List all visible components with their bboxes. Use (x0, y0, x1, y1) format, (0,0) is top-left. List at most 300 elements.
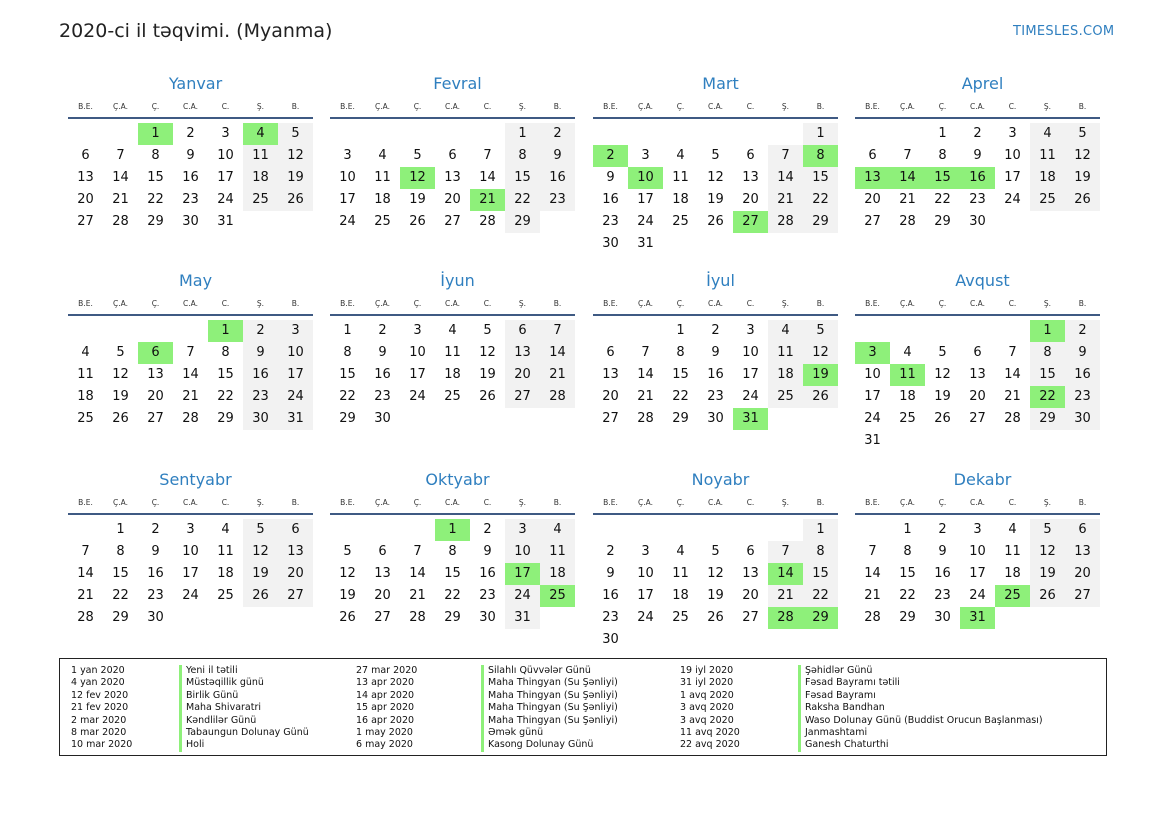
weekday-label: Ç. (676, 102, 685, 111)
legend-holiday-name: Maha Shivaratri (186, 702, 262, 714)
legend-names-col (798, 665, 1043, 752)
day-cell: 27 (374, 610, 391, 625)
holiday-day-cell: 8 (803, 145, 838, 167)
day-cell: 22 (803, 189, 838, 211)
day-cell: 31 (864, 433, 881, 448)
holiday-day-cell: 1 (1030, 320, 1065, 342)
day-cell: 8 (903, 544, 912, 559)
month-name: Fevral (433, 74, 482, 93)
day-cell: 7 (413, 544, 422, 559)
day-cell: 10 (217, 148, 234, 163)
day-cell: 18 (672, 192, 689, 207)
day-cell: 15 (444, 566, 461, 581)
month-1 (68, 73, 313, 259)
day-cell: 11 (672, 566, 689, 581)
weekday-label: B. (816, 498, 825, 507)
legend-holiday-name: Ganesh Chaturthi (805, 739, 889, 751)
day-cell: 2 (186, 126, 195, 141)
weekday-label: B.E. (78, 102, 93, 111)
day-cell: 18 (374, 192, 391, 207)
legend-date: 27 mar 2020 (356, 665, 418, 676)
weekday-label: B.E. (603, 102, 618, 111)
day-cell: 9 (483, 544, 492, 559)
month-12 (855, 469, 1100, 655)
legend-date: 31 iyl 2020 (680, 677, 734, 689)
day-cell: 27 (505, 386, 540, 408)
legend-names-col (481, 665, 618, 752)
day-cell: 20 (602, 389, 619, 404)
day-cell: 21 (112, 192, 129, 207)
day-cell: 30 (1065, 408, 1100, 430)
day-cell: 20 (742, 192, 759, 207)
day-cell: 27 (742, 610, 759, 625)
day-cell: 28 (899, 214, 916, 229)
legend-date: 1 avq 2020 (680, 689, 734, 701)
weekday-label: Ç.A. (374, 102, 390, 111)
day-cell: 26 (707, 610, 724, 625)
day-grid (330, 119, 575, 259)
day-cell: 24 (505, 585, 540, 607)
day-cell: 16 (707, 367, 724, 382)
day-cell: 8 (448, 544, 457, 559)
holiday-day-cell: 19 (803, 364, 838, 386)
day-cell: 19 (339, 588, 356, 603)
weekday-label: C.A. (444, 102, 460, 111)
day-cell: 20 (374, 588, 391, 603)
day-cell: 25 (217, 588, 234, 603)
day-cell: 24 (637, 610, 654, 625)
weekday-header (593, 496, 838, 510)
day-cell: 9 (1065, 342, 1100, 364)
day-cell: 2 (378, 323, 387, 338)
day-cell: 28 (77, 610, 94, 625)
day-cell: 17 (339, 192, 356, 207)
legend-date: 15 apr 2020 (356, 702, 415, 714)
day-cell: 22 (147, 192, 164, 207)
day-grid (330, 316, 575, 456)
day-cell: 13 (505, 342, 540, 364)
day-cell: 8 (151, 148, 160, 163)
legend-holiday-name: Müstəqillik günü (186, 677, 264, 689)
day-cell: 10 (969, 544, 986, 559)
holiday-day-cell: 27 (733, 211, 768, 233)
day-cell: 23 (969, 192, 986, 207)
day-cell: 3 (505, 519, 540, 541)
day-cell: 29 (803, 211, 838, 233)
day-cell: 29 (444, 610, 461, 625)
weekday-label: C. (1008, 498, 1017, 507)
day-cell: 9 (938, 544, 947, 559)
day-cell: 23 (479, 588, 496, 603)
day-cell: 18 (768, 364, 803, 386)
month-11 (593, 469, 838, 655)
day-cell: 10 (864, 367, 881, 382)
weekday-label: Ç.A. (899, 102, 915, 111)
day-cell: 20 (278, 563, 313, 585)
day-cell: 16 (182, 170, 199, 185)
day-cell: 15 (339, 367, 356, 382)
day-cell: 6 (81, 148, 90, 163)
day-cell: 2 (483, 522, 492, 537)
day-cell: 21 (1004, 389, 1021, 404)
weekday-label: C.A. (707, 498, 723, 507)
weekday-header (855, 297, 1100, 311)
day-cell: 9 (973, 148, 982, 163)
day-cell: 12 (707, 170, 724, 185)
legend-date: 12 fev 2020 (71, 689, 129, 701)
day-cell: 14 (77, 566, 94, 581)
day-cell: 30 (602, 632, 619, 647)
weekday-label: Ç. (938, 299, 947, 308)
day-cell: 4 (676, 544, 685, 559)
day-cell: 30 (479, 610, 496, 625)
day-cell: 31 (278, 408, 313, 430)
day-cell: 23 (243, 386, 278, 408)
weekday-header (68, 100, 313, 114)
day-cell: 12 (243, 541, 278, 563)
day-cell: 4 (378, 148, 387, 163)
day-cell: 19 (1030, 563, 1065, 585)
day-cell: 6 (746, 148, 755, 163)
day-cell: 4 (81, 345, 90, 360)
day-cell: 27 (147, 411, 164, 426)
month-name: İyun (440, 271, 475, 290)
day-cell: 7 (768, 145, 803, 167)
day-cell: 6 (973, 345, 982, 360)
holiday-day-cell: 1 (208, 320, 243, 342)
weekday-label: B. (291, 102, 300, 111)
weekday-label: B.E. (78, 498, 93, 507)
day-cell: 16 (1065, 364, 1100, 386)
day-cell: 12 (934, 367, 951, 382)
weekday-label: Ş. (518, 498, 527, 507)
day-cell: 1 (803, 123, 838, 145)
day-cell: 24 (742, 389, 759, 404)
holiday-day-cell: 25 (995, 585, 1030, 607)
weekday-label: B.E. (865, 299, 880, 308)
weekday-label: B. (291, 498, 300, 507)
day-cell: 11 (768, 342, 803, 364)
legend-holiday-name: Waso Dolunay Günü (Buddist Orucun Başlanması) (805, 714, 1043, 726)
day-cell: 14 (409, 566, 426, 581)
weekday-label: C.A. (969, 102, 985, 111)
legend-holiday-name: Kasong Dolunay Günü (488, 739, 594, 751)
day-grid (330, 515, 575, 655)
day-cell: 8 (505, 145, 540, 167)
legend-dates-col (680, 665, 740, 752)
legend-holiday-name: Şəhidlər Günü (805, 665, 873, 676)
day-cell: 30 (182, 214, 199, 229)
weekday-label: Ş. (256, 498, 265, 507)
weekday-label: Ş. (518, 102, 527, 111)
day-cell: 7 (1008, 345, 1017, 360)
day-cell: 23 (934, 588, 951, 603)
month-name: İyul (706, 271, 735, 290)
month-name: Yanvar (168, 74, 223, 93)
weekday-label: Ş. (781, 102, 790, 111)
weekday-label: Ç. (676, 498, 685, 507)
legend-date: 21 fev 2020 (71, 702, 129, 714)
day-cell: 21 (540, 364, 575, 386)
day-cell: 11 (77, 367, 94, 382)
day-cell: 12 (479, 345, 496, 360)
day-cell: 23 (374, 389, 391, 404)
weekday-label: B.E. (340, 299, 355, 308)
day-cell: 13 (602, 367, 619, 382)
day-cell: 16 (147, 566, 164, 581)
day-cell: 18 (540, 563, 575, 585)
day-cell: 23 (182, 192, 199, 207)
day-cell: 12 (1030, 541, 1065, 563)
month-2 (330, 73, 575, 259)
day-cell: 31 (505, 607, 540, 629)
day-cell: 16 (602, 588, 619, 603)
day-cell: 16 (934, 566, 951, 581)
day-cell: 18 (672, 588, 689, 603)
day-cell: 28 (540, 386, 575, 408)
weekday-label: Ç.A. (112, 102, 128, 111)
day-cell: 18 (444, 367, 461, 382)
day-cell: 21 (864, 588, 881, 603)
day-cell: 7 (903, 148, 912, 163)
weekday-label: C. (483, 299, 492, 308)
weekday-label: Ş. (1043, 299, 1052, 308)
day-cell: 24 (339, 214, 356, 229)
day-grid (68, 515, 313, 655)
weekday-label: Ç.A. (637, 102, 653, 111)
weekday-label: B.E. (603, 498, 618, 507)
brand-link[interactable]: TIMESLES.COM (1013, 24, 1115, 39)
day-cell: 4 (903, 345, 912, 360)
day-cell: 5 (278, 123, 313, 145)
legend-holiday-name: Kəndlilər Günü (186, 714, 257, 726)
day-cell: 2 (938, 522, 947, 537)
month-5 (68, 270, 313, 456)
day-cell: 24 (637, 214, 654, 229)
day-cell: 17 (409, 367, 426, 382)
legend-names-col (179, 665, 309, 752)
month-name: May (178, 271, 213, 290)
day-cell: 22 (217, 389, 234, 404)
day-cell: 19 (707, 192, 724, 207)
day-cell: 12 (1065, 145, 1100, 167)
weekday-label: B. (553, 102, 562, 111)
weekday-label: C. (1008, 102, 1017, 111)
day-cell: 11 (444, 345, 461, 360)
legend-holiday-name: Maha Thingyan (Su Şənliyi) (488, 689, 618, 701)
day-cell: 8 (938, 148, 947, 163)
weekday-label: Ç.A. (899, 299, 915, 308)
day-cell: 28 (409, 610, 426, 625)
day-cell: 7 (186, 345, 195, 360)
weekday-label: Ç. (151, 102, 160, 111)
legend-date: 4 yan 2020 (71, 677, 125, 689)
weekday-label: Ş. (518, 299, 527, 308)
legend-date: 2 mar 2020 (71, 714, 127, 726)
day-cell: 15 (505, 167, 540, 189)
day-grid (593, 515, 838, 655)
day-grid (68, 119, 313, 259)
day-cell: 8 (803, 541, 838, 563)
day-cell: 26 (479, 389, 496, 404)
day-cell: 13 (77, 170, 94, 185)
day-cell: 22 (672, 389, 689, 404)
legend-dates-col (71, 665, 132, 752)
legend-holiday-name: Fəsad Bayramı tətili (805, 677, 900, 689)
day-cell: 17 (182, 566, 199, 581)
weekday-header (855, 100, 1100, 114)
legend-date: 1 may 2020 (356, 726, 413, 738)
day-cell: 13 (742, 566, 759, 581)
weekday-label: Ç. (151, 498, 160, 507)
day-cell: 3 (413, 323, 422, 338)
weekday-label: C. (746, 102, 755, 111)
holiday-day-cell: 21 (470, 189, 505, 211)
day-cell: 22 (339, 389, 356, 404)
day-cell: 15 (899, 566, 916, 581)
day-cell: 6 (378, 544, 387, 559)
weekday-label: Ç.A. (637, 299, 653, 308)
day-cell: 24 (864, 411, 881, 426)
day-cell: 24 (278, 386, 313, 408)
day-cell: 25 (243, 189, 278, 211)
weekday-label: B. (1078, 498, 1087, 507)
day-cell: 26 (409, 214, 426, 229)
weekday-label: Ç. (413, 102, 422, 111)
day-cell: 28 (768, 211, 803, 233)
holiday-day-cell: 22 (1030, 386, 1065, 408)
day-cell: 18 (217, 566, 234, 581)
weekday-label: C.A. (444, 498, 460, 507)
day-cell: 11 (243, 145, 278, 167)
day-cell: 12 (707, 566, 724, 581)
weekday-label: Ç.A. (374, 498, 390, 507)
weekday-label: Ç.A. (112, 498, 128, 507)
day-cell: 26 (1065, 189, 1100, 211)
day-cell: 6 (868, 148, 877, 163)
day-cell: 16 (374, 367, 391, 382)
weekday-label: C.A. (707, 102, 723, 111)
day-cell: 11 (217, 544, 234, 559)
day-cell: 10 (637, 566, 654, 581)
month-4 (855, 73, 1100, 259)
day-cell: 8 (221, 345, 230, 360)
weekday-label: C. (746, 299, 755, 308)
day-cell: 16 (602, 192, 619, 207)
day-cell: 19 (707, 588, 724, 603)
day-cell: 21 (768, 585, 803, 607)
day-cell: 6 (505, 320, 540, 342)
day-cell: 30 (969, 214, 986, 229)
legend-date: 6 may 2020 (356, 739, 413, 751)
weekday-label: C.A. (707, 299, 723, 308)
day-cell: 3 (221, 126, 230, 141)
day-cell: 29 (672, 411, 689, 426)
day-cell: 15 (147, 170, 164, 185)
day-cell: 20 (147, 389, 164, 404)
weekday-label: Ç. (413, 498, 422, 507)
weekday-label: Ş. (1043, 102, 1052, 111)
weekday-label: B.E. (340, 498, 355, 507)
day-cell: 22 (934, 192, 951, 207)
day-cell: 25 (444, 389, 461, 404)
day-cell: 22 (803, 585, 838, 607)
day-cell: 11 (672, 170, 689, 185)
day-cell: 12 (112, 367, 129, 382)
day-cell: 21 (409, 588, 426, 603)
weekday-label: C. (221, 102, 230, 111)
legend-dates-col (356, 665, 417, 752)
day-cell: 3 (641, 544, 650, 559)
day-cell: 1 (676, 323, 685, 338)
legend-holiday-name: Raksha Bandhan (805, 702, 885, 714)
day-cell: 20 (444, 192, 461, 207)
day-cell: 7 (868, 544, 877, 559)
legend-holiday-name: Maha Thingyan (Su Şənliyi) (488, 677, 618, 689)
day-cell: 20 (742, 588, 759, 603)
legend-date: 19 iyl 2020 (680, 665, 734, 676)
weekday-label: C.A. (444, 299, 460, 308)
day-cell: 19 (1065, 167, 1100, 189)
day-cell: 7 (641, 345, 650, 360)
day-cell: 9 (378, 345, 387, 360)
holiday-day-cell: 16 (960, 167, 995, 189)
weekday-label: B.E. (865, 498, 880, 507)
day-cell: 30 (934, 610, 951, 625)
day-cell: 10 (505, 541, 540, 563)
day-cell: 25 (672, 214, 689, 229)
weekday-label: B.E. (340, 102, 355, 111)
day-cell: 15 (1030, 364, 1065, 386)
day-cell: 5 (1030, 519, 1065, 541)
day-cell: 23 (707, 389, 724, 404)
weekday-label: B. (553, 498, 562, 507)
legend-date: 8 mar 2020 (71, 726, 127, 738)
day-cell: 10 (742, 345, 759, 360)
day-cell: 17 (864, 389, 881, 404)
day-cell: 5 (116, 345, 125, 360)
day-cell: 29 (1030, 408, 1065, 430)
day-cell: 13 (374, 566, 391, 581)
weekday-label: Ç. (938, 498, 947, 507)
day-cell: 26 (278, 189, 313, 211)
day-cell: 29 (505, 211, 540, 233)
weekday-label: C. (483, 102, 492, 111)
day-cell: 26 (339, 610, 356, 625)
holiday-day-cell: 17 (505, 563, 540, 585)
day-cell: 9 (540, 145, 575, 167)
weekday-label: B. (816, 299, 825, 308)
day-cell: 3 (343, 148, 352, 163)
weekday-header (330, 100, 575, 114)
day-cell: 5 (803, 320, 838, 342)
day-cell: 22 (444, 588, 461, 603)
day-cell: 15 (803, 167, 838, 189)
day-cell: 28 (1004, 411, 1021, 426)
page-title: 2020-ci il təqvimi. (Myanma) (59, 20, 333, 42)
weekday-label: C.A. (182, 102, 198, 111)
month-10 (330, 469, 575, 655)
day-cell: 20 (864, 192, 881, 207)
day-cell: 18 (899, 389, 916, 404)
day-cell: 26 (934, 411, 951, 426)
day-cell: 3 (278, 320, 313, 342)
legend-date: 1 yan 2020 (71, 665, 125, 676)
day-cell: 14 (768, 167, 803, 189)
day-cell: 5 (1065, 123, 1100, 145)
weekday-label: Ş. (781, 498, 790, 507)
day-cell: 21 (77, 588, 94, 603)
